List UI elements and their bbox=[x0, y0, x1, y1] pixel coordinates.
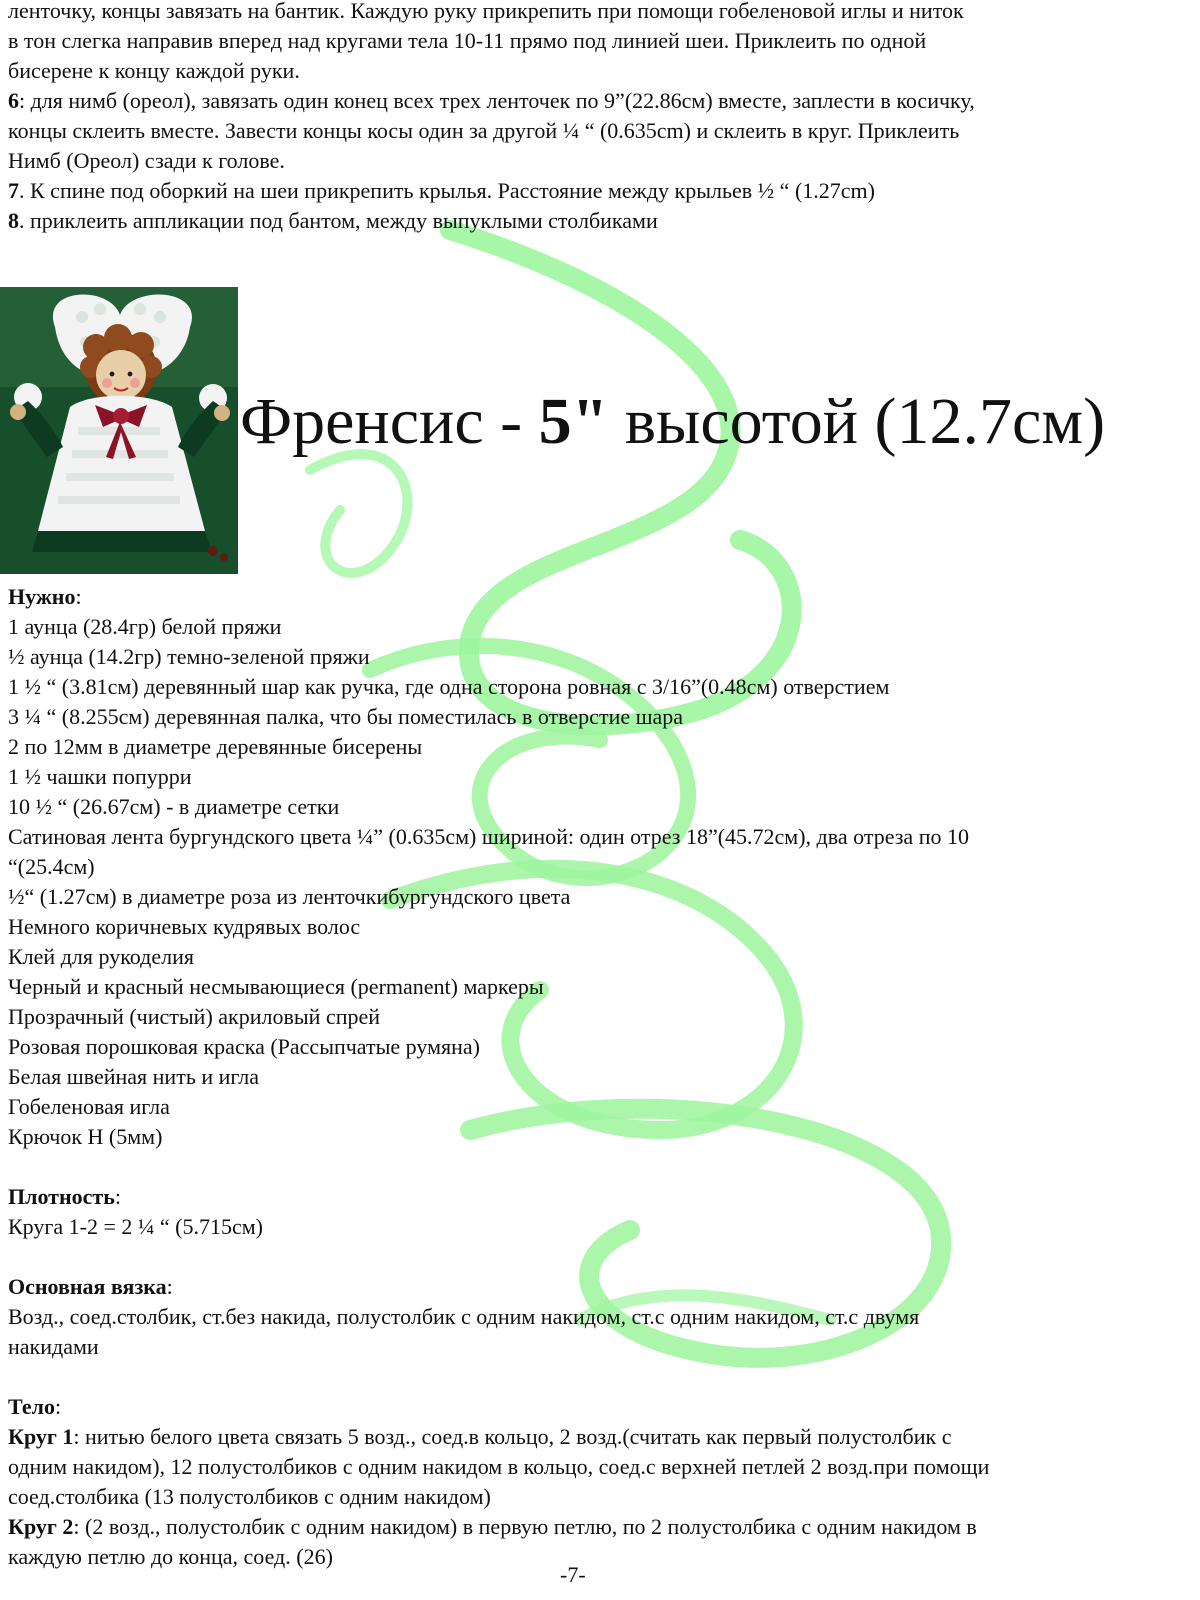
material-item: Розовая порошковая краска (Рассыпчатые румяна) bbox=[8, 1034, 480, 1059]
round-1-line: одним накидом), 12 полустолбиков с одним накидом в кольцо, соед.с верхней петлей 2 возд.при помощи bbox=[8, 1454, 990, 1479]
body-heading: Тело: bbox=[8, 1394, 62, 1419]
material-item: 1 ½ “ (3.81см) деревянный шар как ручка, где одна сторона ровная с 3/16”(0.48см) отверстием bbox=[8, 674, 890, 699]
stitches-line: накидами bbox=[8, 1334, 99, 1359]
material-item: Крючок H (5мм) bbox=[8, 1124, 163, 1149]
stitches-line: Возд., соед.столбик, ст.без накида, полустолбик с одним накидом, ст.с одним накидом, ст.с двумя bbox=[8, 1304, 920, 1329]
section-gap bbox=[8, 1362, 1188, 1392]
material-item: “(25.4см) bbox=[8, 854, 95, 879]
material-item: 1 аунца (28.4гр) белой пряжи bbox=[8, 614, 282, 639]
step-number: 6 bbox=[8, 88, 19, 113]
round-1-line: соед.столбика (13 полустолбиков с одним накидом) bbox=[8, 1484, 491, 1509]
material-item: 3 ¼ “ (8.255см) деревянная палка, что бы поместилась в отверстие шара bbox=[8, 704, 684, 729]
material-item: Белая швейная нить и игла bbox=[8, 1064, 260, 1089]
material-item: 2 по 12мм в диаметре деревянные бисерены bbox=[8, 734, 423, 759]
pattern-title: Френсис - 5" высотой (12.7см) bbox=[240, 385, 1106, 458]
stitches-heading: Основная вязка: bbox=[8, 1274, 173, 1299]
materials-heading: Нужно: bbox=[8, 584, 82, 609]
materials-section bbox=[8, 582, 1188, 1572]
material-item: 10 ½ “ (26.67см) - в диаметре сетки bbox=[8, 794, 340, 819]
round-1-line: Круг 1: нитью белого цвета связать 5 возд., соед.в кольцо, 2 возд.(считать как первый полустолбик с bbox=[8, 1424, 952, 1449]
material-item: ½“ (1.27см) в диаметре роза из ленточкибургундского цвета bbox=[8, 884, 571, 909]
instruction-line: в тон слегка направив вперед над кругами тела 10-11 прямо под линией шеи. Приклеить по одной bbox=[8, 28, 927, 53]
round-1-label: Круг 1 bbox=[8, 1424, 74, 1449]
crocheted-angel-photo bbox=[0, 287, 238, 574]
previous-instructions bbox=[8, 0, 1188, 236]
page-number: -7- bbox=[560, 1562, 586, 1587]
angel-doll-image bbox=[0, 287, 238, 574]
instruction-line: ленточку, концы завязать на бантик. Каждую руку прикрепить при помощи гобеленовой иглы и ниток bbox=[8, 0, 964, 23]
gauge-line: Круга 1-2 = 2 ¼ “ (5.715см) bbox=[8, 1214, 264, 1239]
step-number: 7 bbox=[8, 178, 19, 203]
section-gap bbox=[8, 1242, 1188, 1272]
material-item: 1 ½ чашки попурри bbox=[8, 764, 192, 789]
section-gap bbox=[8, 1152, 1188, 1182]
round-2-label: Круг 2 bbox=[8, 1514, 74, 1539]
instruction-step-7: 7. К спине под оборкий на шеи прикрепить крылья. Расстояние между крыльев ½ “ (1.27cm) bbox=[8, 178, 875, 203]
instruction-line: Нимб (Ореол) сзади к голове. bbox=[8, 148, 285, 173]
instruction-line: концы склеить вместе. Завести концы косы один за другой ¼ “ (0.635cm) и склеить в круг. Приклеить bbox=[8, 118, 960, 143]
instruction-line: бисерене к концу каждой руки. bbox=[8, 58, 300, 83]
material-item: Немного коричневых кудрявых волос bbox=[8, 914, 361, 939]
material-item: Гобеленовая игла bbox=[8, 1094, 170, 1119]
round-2-line: каждую петлю до конца, соед. (26) bbox=[8, 1544, 333, 1569]
material-item: Прозрачный (чистый) акриловый спрей bbox=[8, 1004, 381, 1029]
instruction-step-8: 8. приклеить аппликации под бантом, между выпуклыми столбиками bbox=[8, 208, 658, 233]
material-item: Черный и красный несмывающиеся (permanent) маркеры bbox=[8, 974, 544, 999]
material-item: Клей для рукоделия bbox=[8, 944, 194, 969]
gauge-heading: Плотность: bbox=[8, 1184, 121, 1209]
material-item: ½ аунца (14.2гр) темно-зеленой пряжи bbox=[8, 644, 370, 669]
step-number: 8 bbox=[8, 208, 19, 233]
material-item: Сатиновая лента бургундского цвета ¼” (0.635см) шириной: один отрез 18”(45.72см), два отреза по 10 bbox=[8, 824, 969, 849]
round-2-line: Круг 2: (2 возд., полустолбик с одним накидом) в первую петлю, по 2 полустолбика с одним накидом в bbox=[8, 1514, 977, 1539]
instruction-step-6: 6: для нимб (ореол), завязать один конец всех трех ленточек по 9”(22.86см) вместе, заплести в косичку, bbox=[8, 88, 975, 113]
